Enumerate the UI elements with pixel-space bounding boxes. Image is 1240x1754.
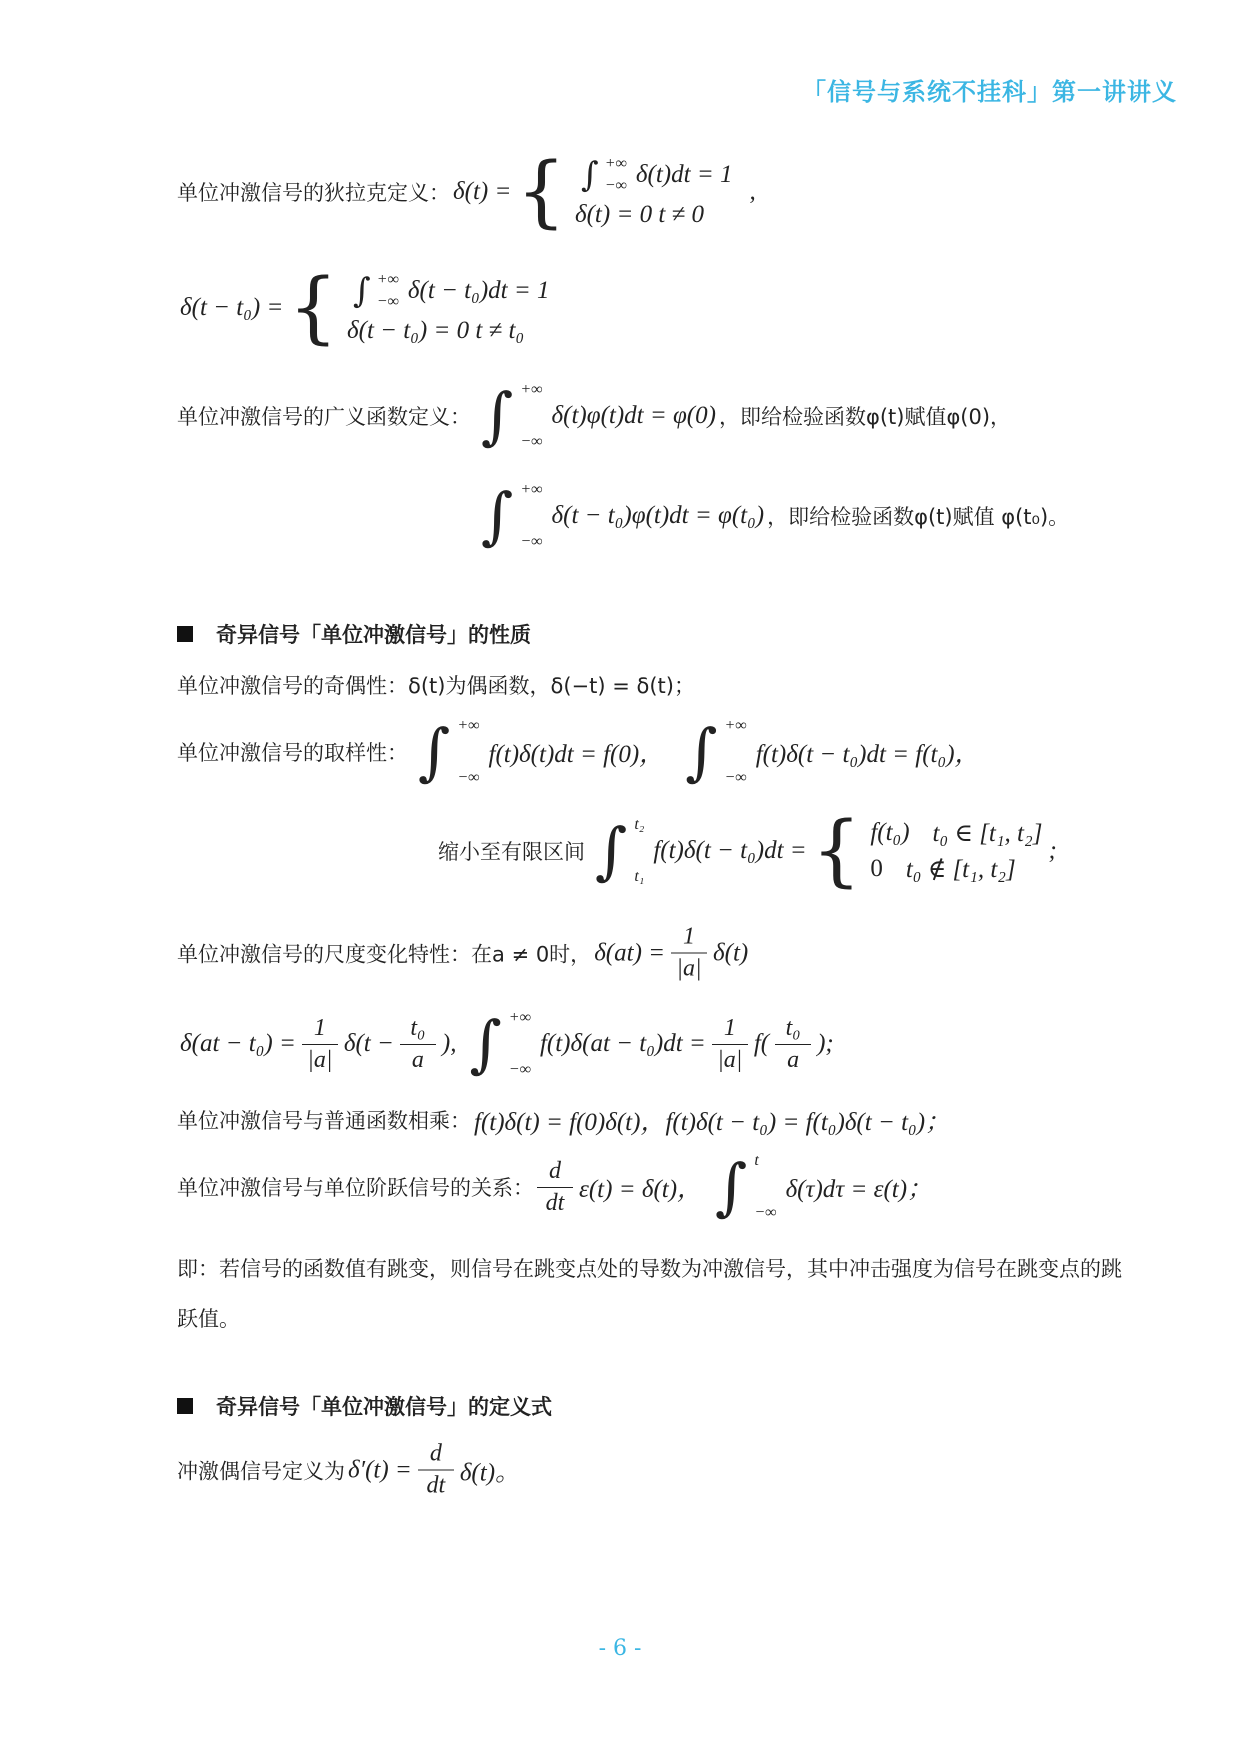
integral: ∫ t₂ t₁: [595, 814, 645, 887]
numerator: t₀: [775, 1015, 811, 1045]
brace-icon: {: [811, 806, 862, 896]
end: );: [817, 1030, 834, 1057]
scaling-shifted: [177, 1009, 837, 1079]
section-heading-definition: [177, 1391, 552, 1421]
tail: ，即给检验函数φ(t)赋值 φ(t₀)。: [767, 505, 1070, 529]
label: 单位冲激信号的广义函数定义：: [177, 405, 471, 429]
section-title: 奇异信号「单位冲激信号」的性质: [216, 623, 531, 647]
tail: ，即给检验函数φ(t)赋值φ(0)，: [718, 405, 1012, 429]
fraction: [671, 924, 707, 983]
integral: ∫ +∞ −∞: [469, 1007, 531, 1080]
numerator: t₀: [400, 1015, 436, 1045]
brace-icon: {: [516, 147, 566, 237]
integral: ∫ +∞ −∞: [353, 271, 399, 311]
lhs: δ(at − t₀) =: [180, 1030, 296, 1057]
lower-limit: −∞: [604, 177, 627, 194]
expr: f(t)δ(at − t₀)dt =: [539, 1030, 706, 1057]
fraction: [712, 1015, 748, 1074]
dirac-definition: [177, 147, 759, 237]
section-heading-properties: [177, 619, 531, 649]
expr: f(t)δ(t) = f(0)δ(t)，f(t)δ(t − t₀) = f(t₀)δ(t − t₀)；: [474, 1109, 951, 1136]
upper-limit: +∞: [508, 1009, 531, 1026]
rhs: δ(t): [713, 939, 749, 966]
label: 单位冲激信号与单位阶跃信号的关系：: [177, 1176, 534, 1200]
comma: ,: [749, 178, 756, 205]
numerator: d: [537, 1158, 573, 1188]
upper-limit: +∞: [520, 381, 543, 398]
integral: ∫ +∞ −∞: [580, 155, 627, 195]
label: 单位冲激信号的狄拉克定义：: [177, 181, 450, 205]
expr: δ(t)φ(t)dt = φ(0): [551, 402, 716, 429]
text: 单位冲激信号的奇偶性：δ(t)为偶函数，δ(−t) = δ(t)；: [177, 674, 695, 698]
denominator: |a|: [307, 1046, 333, 1073]
mid: δ(t −: [343, 1030, 394, 1057]
expr: f(t)δ(t − t₀)dt =: [653, 837, 807, 864]
upper-limit: +∞: [604, 155, 627, 172]
upper-limit: +∞: [724, 717, 747, 734]
cases: [286, 263, 552, 353]
generalized-shifted: [471, 481, 1069, 551]
fraction: [418, 1441, 454, 1500]
lhs: δ(t) =: [453, 178, 512, 205]
fraction: [775, 1015, 811, 1074]
lhs: δ(at) =: [594, 939, 666, 966]
denominator: a: [411, 1046, 424, 1073]
square-bullet-icon: [177, 1398, 193, 1414]
case-1-cond: t₀ ∈ [t₁, t₂]: [932, 820, 1043, 847]
denominator: |a|: [676, 955, 702, 982]
square-bullet-icon: [177, 626, 193, 642]
lower-limit: −∞: [724, 769, 747, 786]
lower-limit: −∞: [754, 1204, 777, 1221]
f: f(: [753, 1030, 770, 1057]
label: 缩小至有限区间: [438, 840, 585, 864]
lower-limit: −∞: [508, 1061, 531, 1078]
upper-limit: t₂: [634, 816, 645, 833]
integral: ∫ +∞ −∞: [481, 379, 543, 452]
rhs: δ(t)。: [459, 1459, 521, 1486]
lower-limit: −∞: [376, 293, 399, 310]
case-2: δ(t − t₀) = 0 t ≠ t₀: [347, 317, 525, 344]
page-number: - 6 -: [598, 1636, 642, 1661]
doublet-definition: [177, 1441, 523, 1500]
numerator: 1: [671, 924, 707, 954]
denominator: dt: [545, 1189, 565, 1216]
case-1-value: f(t₀): [870, 819, 910, 846]
integral: ∫ +∞ −∞: [481, 479, 543, 552]
label: 单位冲激信号的尺度变化特性：在a ≠ 0时，: [177, 942, 592, 966]
integral: ∫ t −∞: [715, 1150, 777, 1223]
sampling: [177, 717, 983, 787]
header-title: 「信号与系统不挂科」第一讲讲义: [802, 77, 1177, 106]
fraction: [302, 1015, 338, 1074]
case-2-cond: t₀ ∉ [t₁, t₂]: [905, 856, 1016, 883]
lower-limit: −∞: [520, 533, 543, 550]
lower-limit: −∞: [520, 433, 543, 450]
lower-limit: t₁: [634, 868, 645, 885]
upper-limit: +∞: [457, 717, 480, 734]
upper-limit: t: [754, 1152, 759, 1169]
integral: ∫ +∞ −∞: [418, 715, 480, 788]
scaling: [177, 924, 751, 983]
generalized-definition: [177, 381, 1011, 451]
lhs: δ′(t) =: [348, 1456, 412, 1483]
case-1: δ(t − t₀)dt = 1: [407, 277, 550, 304]
numerator: d: [418, 1441, 454, 1471]
label: 单位冲激信号与普通函数相乘：: [177, 1109, 471, 1133]
upper-limit: +∞: [376, 271, 399, 288]
section-title: 奇异信号「单位冲激信号」的定义式: [216, 1395, 552, 1419]
step-relation: [177, 1152, 935, 1222]
denominator: a: [787, 1046, 800, 1073]
semicolon: ;: [1048, 837, 1057, 864]
lhs: δ(t − t₀) =: [180, 294, 284, 321]
expr-2: δ(τ)dτ = ε(t)；: [785, 1176, 933, 1203]
parity: [177, 670, 695, 700]
expr-1: ε(t) = δ(t)，: [579, 1176, 703, 1203]
multiplication: [177, 1102, 953, 1138]
fraction: [400, 1015, 436, 1074]
lower-limit: −∞: [457, 769, 480, 786]
cases: [810, 806, 1046, 896]
close: ),: [441, 1030, 457, 1057]
explanation-paragraph: 即：若信号的函数值有跳变，则信号在跳变点处的导数为冲激信号，其中冲击强度为信号在跳变点的跳跃值。: [177, 1257, 1122, 1331]
label: 单位冲激信号的取样性：: [177, 741, 408, 765]
numerator: 1: [302, 1015, 338, 1045]
case-2: δ(t) = 0 t ≠ 0: [574, 201, 704, 228]
integral: ∫ +∞ −∞: [685, 715, 747, 788]
label: 冲激偶信号定义为: [177, 1459, 345, 1483]
upper-limit: +∞: [520, 481, 543, 498]
cases: [514, 147, 735, 237]
expr-1: f(t)δ(t)dt = f(0)，: [488, 741, 665, 768]
expr: δ(t − t₀)φ(t)dt = φ(t₀): [551, 502, 765, 529]
fraction: [537, 1158, 573, 1217]
numerator: 1: [712, 1015, 748, 1045]
shifted-dirac: [177, 263, 552, 353]
case-2-value: 0: [870, 855, 883, 882]
denominator: |a|: [717, 1046, 743, 1073]
expr-2: f(t)δ(t − t₀)dt = f(t₀)，: [755, 741, 980, 768]
brace-icon: {: [288, 263, 338, 353]
finite-interval: [438, 806, 1060, 896]
case-1: δ(t)dt = 1: [635, 161, 733, 188]
denominator: dt: [426, 1472, 446, 1499]
